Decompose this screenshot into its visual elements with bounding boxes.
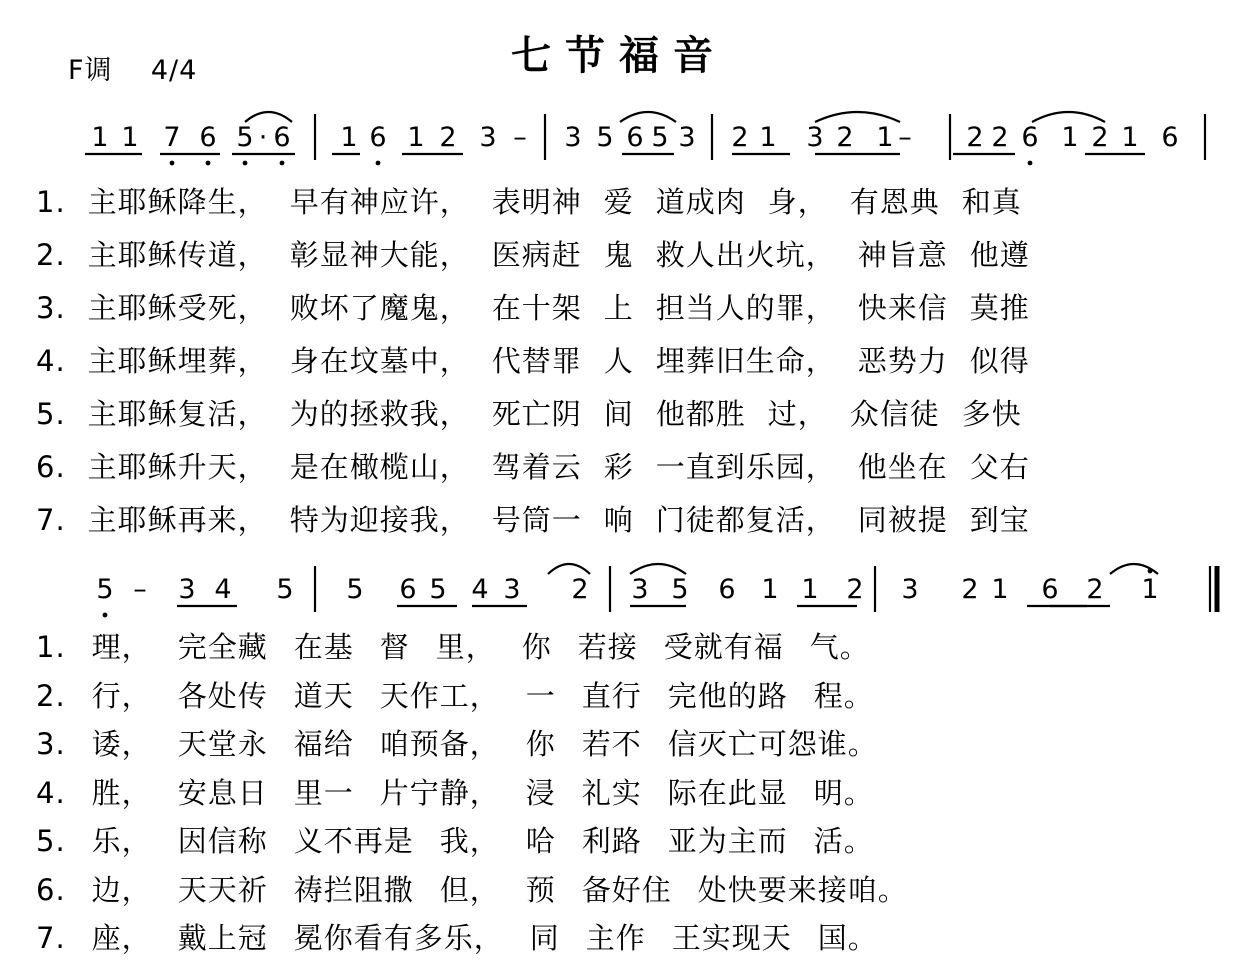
lyric-segment: 理，: [91, 630, 152, 664]
lyric-segment: 莫推: [969, 291, 1030, 325]
verse-number: 7.: [36, 921, 66, 955]
lyric-segment: 彩: [603, 450, 634, 484]
lyric-segment: 你: [525, 727, 556, 761]
lyric-segment: 表明神: [491, 185, 582, 219]
lyric-segment: 众信徒: [849, 397, 940, 431]
note: 6: [718, 574, 736, 605]
note: 1: [91, 122, 109, 153]
note: 1: [759, 122, 777, 153]
verse-number: 6.: [36, 450, 66, 484]
lyric-segment: 国。: [817, 921, 878, 955]
octave-dot-below: [376, 161, 381, 166]
note: 5: [236, 122, 254, 153]
lyric-segment: 爱: [603, 185, 634, 219]
verse-line-6: [36, 868, 1201, 916]
lyric-segment: 主耶稣升天，: [87, 450, 268, 484]
lyric-segment: 我，: [439, 824, 500, 858]
lyric-segment: 信灭亡可怨谁。: [667, 727, 878, 761]
lyric-segment: 和真: [961, 185, 1022, 219]
lyric-segment: 直行: [581, 678, 642, 713]
note: 1: [991, 574, 1009, 605]
note: 2: [846, 574, 864, 605]
notation-row-2: [60, 560, 1215, 628]
lyric-segment: 神旨意: [857, 238, 948, 272]
lyric-segment: 片宁静，: [379, 775, 500, 810]
note: 5: [651, 122, 669, 153]
verse-number: 3.: [36, 727, 66, 761]
note: 2: [991, 122, 1009, 153]
lyric-segment: 行，: [91, 678, 152, 713]
verse-number: 6.: [36, 872, 66, 907]
lyric-segment: 一: [525, 678, 556, 713]
note: 4: [214, 574, 232, 605]
note: 1: [121, 122, 139, 153]
key-signature: F调 4/4: [68, 55, 198, 86]
note: –: [898, 122, 912, 153]
lyric-segment: 各处传: [177, 678, 268, 713]
lyric-segment: 快来信: [857, 291, 948, 325]
note: 2: [1086, 574, 1104, 605]
note: 5: [276, 574, 294, 605]
lyric-segment: 道成肉: [655, 185, 746, 219]
verse-number: 3.: [36, 291, 66, 325]
verse-line-4: [36, 339, 1201, 387]
verse-number: 5.: [36, 397, 66, 431]
lyric-segment: 里一: [293, 775, 354, 810]
lyric-segment: 鬼: [603, 238, 634, 272]
verse-line-1: [36, 625, 1201, 673]
octave-dot-below: [103, 613, 108, 618]
lyric-segment: 备好住: [581, 872, 672, 907]
lyric-segment: 一直到乐园，: [655, 450, 836, 484]
verse-line-7: [36, 498, 1201, 546]
note: 5: [96, 574, 114, 605]
lyric-segment: 受就有福: [663, 630, 784, 664]
lyric-segment: 响: [603, 503, 634, 537]
lyric-segment: 特为迎接我，: [289, 503, 470, 537]
lyric-segment: 预: [525, 872, 556, 907]
lyric-segment: 上: [603, 291, 634, 325]
lyric-segment: 同被提: [857, 503, 948, 537]
note: 6: [1041, 574, 1059, 605]
octave-dot-below: [280, 161, 285, 166]
lyric-segment: 若接: [577, 630, 638, 664]
note: 1: [340, 122, 358, 153]
note: 2: [731, 122, 749, 153]
note: 1: [801, 574, 819, 605]
lyric-segment: 福给: [293, 727, 354, 761]
lyric-segment: 乐，: [91, 824, 152, 858]
lyric-segment: 道天: [293, 678, 354, 713]
lyric-segment: 祷拦阻撒: [293, 872, 414, 907]
octave-dot-below: [170, 161, 175, 166]
slur-arc: [1032, 112, 1105, 122]
verse-line-3: [36, 722, 1201, 770]
note: 6: [273, 122, 291, 153]
lyric-segment: 冕你看有多乐，: [293, 921, 504, 955]
note: 1: [1121, 122, 1139, 153]
lyric-segment: 身在坟墓中，: [289, 344, 470, 378]
lyric-segment: 安息日: [177, 775, 268, 810]
lyric-segment: 天堂永: [177, 727, 268, 761]
note: 3: [479, 122, 497, 153]
note: 1: [761, 574, 779, 605]
lyric-segment: 主耶稣传道，: [87, 238, 268, 272]
lyric-segment: 恶势力: [857, 344, 948, 378]
lyric-segment: 你: [521, 630, 552, 664]
octave-dot-below: [1028, 161, 1033, 166]
lyric-segment: 义不再是: [293, 824, 414, 858]
verse-number: 4.: [36, 344, 66, 378]
note: 2: [966, 122, 984, 153]
lyric-segment: 利路: [581, 824, 642, 858]
slur-arc: [548, 564, 590, 574]
verse-line-1: [36, 180, 1201, 228]
lyric-segment: 主耶稣受死，: [87, 291, 268, 325]
lyric-segment: 埋葬旧生命，: [655, 344, 836, 378]
lyric-segment: 若不: [581, 727, 642, 761]
note: ·: [258, 122, 268, 153]
note: 5: [429, 574, 447, 605]
lyric-segment: 际在此显: [667, 775, 788, 810]
note: 1: [407, 122, 425, 153]
lyric-segment: 明。: [813, 775, 874, 810]
lyric-segment: 主耶稣降生，: [87, 185, 268, 219]
lyric-segment: 救人出火坑，: [655, 238, 836, 272]
lyric-segment: 气。: [809, 630, 870, 664]
verse-number: 5.: [36, 824, 66, 858]
verse-line-3: [36, 286, 1201, 334]
note: 1: [876, 122, 894, 153]
note: 6: [1161, 122, 1179, 153]
slur-arc: [245, 112, 292, 122]
lyric-segment: 是在橄榄山，: [289, 450, 470, 484]
notation-row-1: [60, 108, 1215, 176]
lyric-segment: 门徒都复活，: [655, 503, 836, 537]
note: 3: [806, 122, 824, 153]
lyric-segment: 因信称: [177, 824, 268, 858]
lyric-segment: 败坏了魔鬼，: [289, 291, 470, 325]
notation-svg-1: [60, 108, 1215, 176]
note: 6: [399, 574, 417, 605]
lyric-segment: 王实现天: [671, 921, 792, 955]
note: 3: [631, 574, 649, 605]
lyric-segment: 浸: [525, 775, 556, 810]
lyric-segment: 但，: [439, 872, 500, 907]
note: 2: [439, 122, 457, 153]
lyric-segment: 到宝: [969, 503, 1030, 537]
lyric-segment: 里，: [435, 630, 496, 664]
lyric-segment: 胜，: [91, 775, 152, 810]
lyric-segment: 主耶稣复活，: [87, 397, 268, 431]
lyric-segment: 在基: [293, 630, 354, 664]
slur-arc: [620, 112, 676, 122]
slur-arc: [815, 112, 900, 122]
verse-line-2: [36, 233, 1201, 281]
lyric-segment: 边，: [91, 872, 152, 907]
lyric-segment: 程。: [813, 678, 874, 713]
verse-line-7: [36, 916, 1201, 964]
notation-svg-2: [60, 560, 1215, 628]
lyric-segment: 礼实: [581, 775, 642, 810]
lyric-segment: 为的拯救我，: [289, 397, 470, 431]
lyric-segment: 代替罪: [491, 344, 582, 378]
lyric-segment: 他遵: [969, 238, 1030, 272]
lyric-segment: 主作: [585, 921, 646, 955]
lyric-segment: 完全藏: [177, 630, 268, 664]
lyric-segment: 身，: [767, 185, 828, 219]
verse-number: 2.: [36, 238, 66, 272]
lyric-segment: 似得: [969, 344, 1030, 378]
note: 4: [471, 574, 489, 605]
note: –: [513, 122, 527, 153]
verse-line-5: [36, 819, 1201, 867]
verse-line-6: [36, 445, 1201, 493]
octave-dot-below: [206, 161, 211, 166]
lyric-segment: 戴上冠: [177, 921, 268, 955]
note: 3: [503, 574, 521, 605]
lyric-segment: 活。: [813, 824, 874, 858]
lyric-segment: 过，: [767, 397, 828, 431]
note: 3: [678, 122, 696, 153]
lyric-segment: 他都胜: [655, 397, 746, 431]
verse-number: 1.: [36, 185, 66, 219]
verse-number: 7.: [36, 503, 66, 537]
lyric-segment: 座，: [91, 921, 152, 955]
note: 3: [901, 574, 919, 605]
lyric-segment: 有恩典: [849, 185, 940, 219]
lyric-segment: 诿，: [91, 727, 152, 761]
note: 2: [961, 574, 979, 605]
lyric-segment: 担当人的罪，: [655, 291, 836, 325]
lyric-segment: 主耶稣埋葬，: [87, 344, 268, 378]
note: 7: [163, 122, 181, 153]
lyric-segment: 天作工，: [379, 678, 500, 713]
verse-line-4: [36, 771, 1201, 819]
lyric-segment: 人: [603, 344, 634, 378]
note: 5: [671, 574, 689, 605]
lyric-segment: 完他的路: [667, 678, 788, 713]
lyric-segment: 驾着云: [491, 450, 582, 484]
note: 2: [571, 574, 589, 605]
note: 6: [199, 122, 217, 153]
lyric-segment: 死亡阴: [491, 397, 582, 431]
lyric-segment: 他坐在: [857, 450, 948, 484]
note: 2: [836, 122, 854, 153]
lyric-segment: 督: [379, 630, 410, 664]
lyric-segment: 医病赶: [491, 238, 582, 272]
lyric-segment: 彰显神大能，: [289, 238, 470, 272]
note: 2: [1091, 122, 1109, 153]
slur-arc: [630, 564, 686, 574]
lyric-segment: 哈: [525, 824, 556, 858]
note: 1: [1141, 574, 1159, 605]
lyric-segment: 在十架: [491, 291, 582, 325]
lyric-segment: 多快: [961, 397, 1022, 431]
lyric-segment: 间: [603, 397, 634, 431]
note: 6: [1021, 122, 1039, 153]
note: 6: [369, 122, 387, 153]
octave-dot-below: [243, 161, 248, 166]
song-title: 七节福音: [511, 33, 727, 79]
lyric-segment: 主耶稣再来，: [87, 503, 268, 537]
lyric-segment: 亚为主而: [667, 824, 788, 858]
note: 3: [564, 122, 582, 153]
lyric-segment: 早有神应许，: [289, 185, 470, 219]
note: 1: [1061, 122, 1079, 153]
note: –: [133, 574, 147, 605]
verse-line-2: [36, 674, 1201, 722]
note: 3: [178, 574, 196, 605]
note: 5: [596, 122, 614, 153]
lyric-segment: 父右: [969, 450, 1030, 484]
lyric-segment: 处快要来接咱。: [697, 872, 908, 907]
verse-number: 1.: [36, 630, 66, 664]
note: 6: [626, 122, 644, 153]
lyric-segment: 同: [529, 921, 560, 955]
lyric-segment: 天天祈: [177, 872, 268, 907]
verse-number: 4.: [36, 775, 66, 810]
lyric-segment: 咱预备，: [379, 727, 500, 761]
verse-number: 2.: [36, 678, 66, 713]
lyric-segment: 号筒一: [491, 503, 582, 537]
note: 5: [346, 574, 364, 605]
verse-line-5: [36, 392, 1201, 440]
